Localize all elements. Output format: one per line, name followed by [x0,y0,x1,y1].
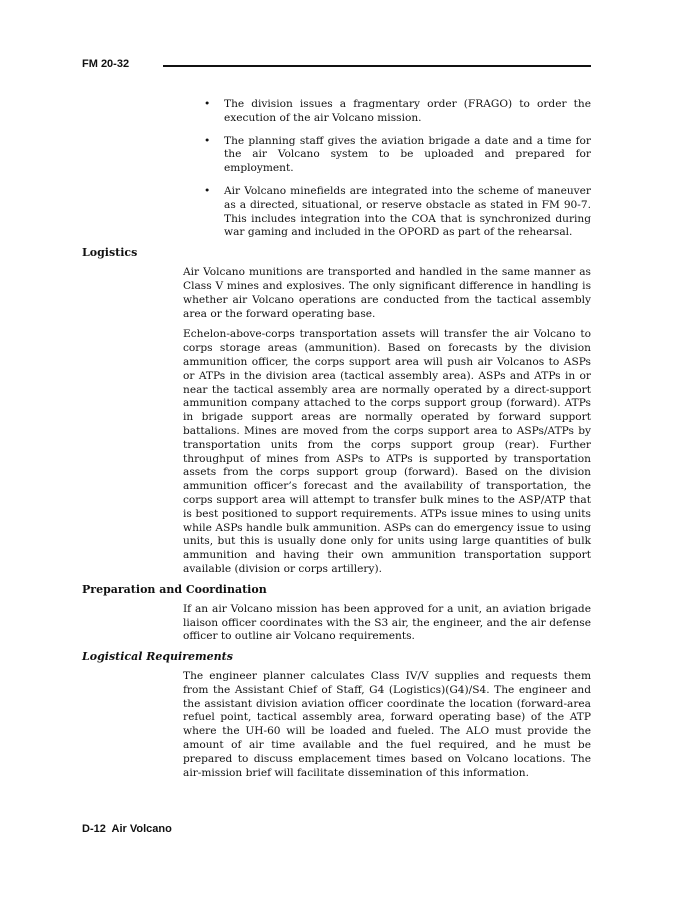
paragraph: The engineer planner calculates Class IV/V supplies and requests them from the Assistant Chief of Staff, G4 (Logistics)(G4)/S4. The engineer and the assistant division aviation officer coordinate the location (forward-area refuel point, tactical assembly area, forward operating base) of the ATP where the UH-60 will be loaded and fueled. The ALO must provide the amount of air time available and the fuel required, and he must be prepared to discuss emplacement times based on Volcano locations. The air-mission brief will facilitate dissemination of this information. [183,670,591,779]
paragraph: Air Volcano munitions are transported and handled in the same manner as Class V mines and explosives. The only significant difference in handling is whether air Volcano operations are conducted from the tactical assembly area or the forward operating base. [183,266,591,320]
paragraph: Echelon-above-corps transportation assets will transfer the air Volcano to corps storage areas (ammunition). Based on forecasts by the division ammunition officer, the corps support area will push air Volcanos to ASPs or ATPs in the division area (tactical assembly area). ASPs and ATPs in or near the tactical assembly area are normally operated by a direct-support ammunition company attached to the corps support group (forward). ATPs in brigade support areas are normally operated by forward support battalions. Mines are moved from the corps support area to ASPs/ATPs by transportation units from the corps support group (rear). Further throughput of mines from ASPs to ATPs is supported by transportation assets from the corps support group (forward). Based on the division ammunition officer’s forecast and the availability of transportation, the corps support area will attempt to transfer bulk mines to the ASP/ATP that is best positioned to support requirements. ATPs issue mines to using units while ASPs handle bulk ammunition. ASPs can do emergency issue to using units, but this is usually done only for units using large quantities of bulk ammunition and having their own ammunition transportation support available (division or corps artillery). [183,328,591,575]
page-body [82,98,591,856]
bullet-item: • The division issues a fragmentary order (FRAGO) to order the execution of the air Volcano mission. [183,98,591,126]
page-footer: D-12 Air Volcano [82,823,172,835]
section-heading-preparation: Preparation and Coordination [82,582,267,596]
bullet-item: • Air Volcano minefields are integrated into the scheme of maneuver as a directed, situational, or reserve obstacle as stated in FM 90-7. This includes integration into the COA that is synchronized during war gaming and included in the OPORD as part of the rehearsal. [183,185,591,240]
subsection-heading-logistical-requirements: Logistical Requirements [82,650,233,664]
main-content [82,98,591,822]
header-rule [163,65,591,67]
preparation-body [183,603,591,644]
bullet-list-container [183,98,591,240]
logistics-body [183,266,591,577]
bullet-list [183,98,591,240]
logistical-requirements-body [183,670,591,780]
document-id: FM 20-32 [82,58,130,70]
paragraph: If an air Volcano mission has been approved for a unit, an aviation brigade liaison officer coordinates with the S3 air, the engineer, and the air defense officer to outline air Volcano requirements. [183,602,591,643]
bullet-item: • The planning staff gives the aviation brigade a date and a time for the air Volcano system to be uploaded and prepared for employment. [183,135,591,176]
section-heading-logistics: Logistics [82,246,138,260]
